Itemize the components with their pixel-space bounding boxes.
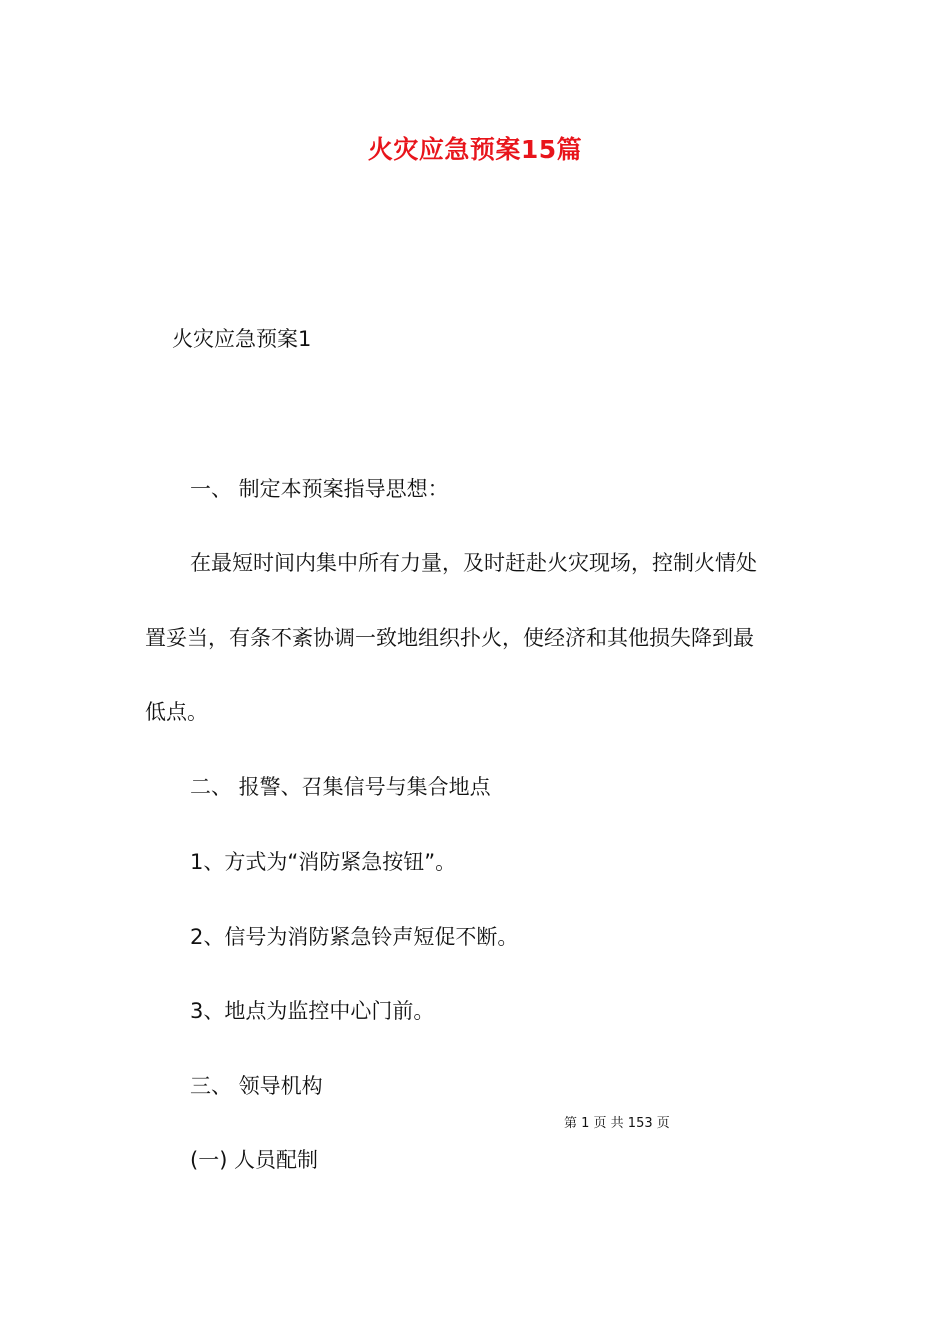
paragraph-line: 在最短时间内集中所有力量，及时赶赴火灾现场，控制火情处 [190, 551, 757, 575]
page-footer: 第 1 页 共 153 页 [564, 1116, 670, 1131]
heading-guiding-principle: 一、 制定本预案指导思想： [190, 477, 449, 501]
document-title: 火灾应急预案15篇 [367, 135, 583, 164]
list-item: 3、地点为监控中心门前。 [190, 999, 435, 1023]
paragraph-line: 置妥当，有条不紊协调一致地组织扑火，使经济和其他损失降到最 [145, 626, 754, 650]
heading-leadership: 三、 领导机构 [190, 1074, 323, 1098]
paragraph-line: 低点。 [145, 700, 208, 724]
section-title: 火灾应急预案1 [172, 327, 312, 351]
list-item: 1、方式为“消防紧急按钮”。 [190, 850, 457, 874]
subheading-staffing: (一) 人员配制 [190, 1148, 319, 1172]
list-item: 2、信号为消防紧急铃声短促不断。 [190, 925, 519, 949]
heading-alarm-signal: 二、 报警、召集信号与集合地点 [190, 775, 491, 799]
